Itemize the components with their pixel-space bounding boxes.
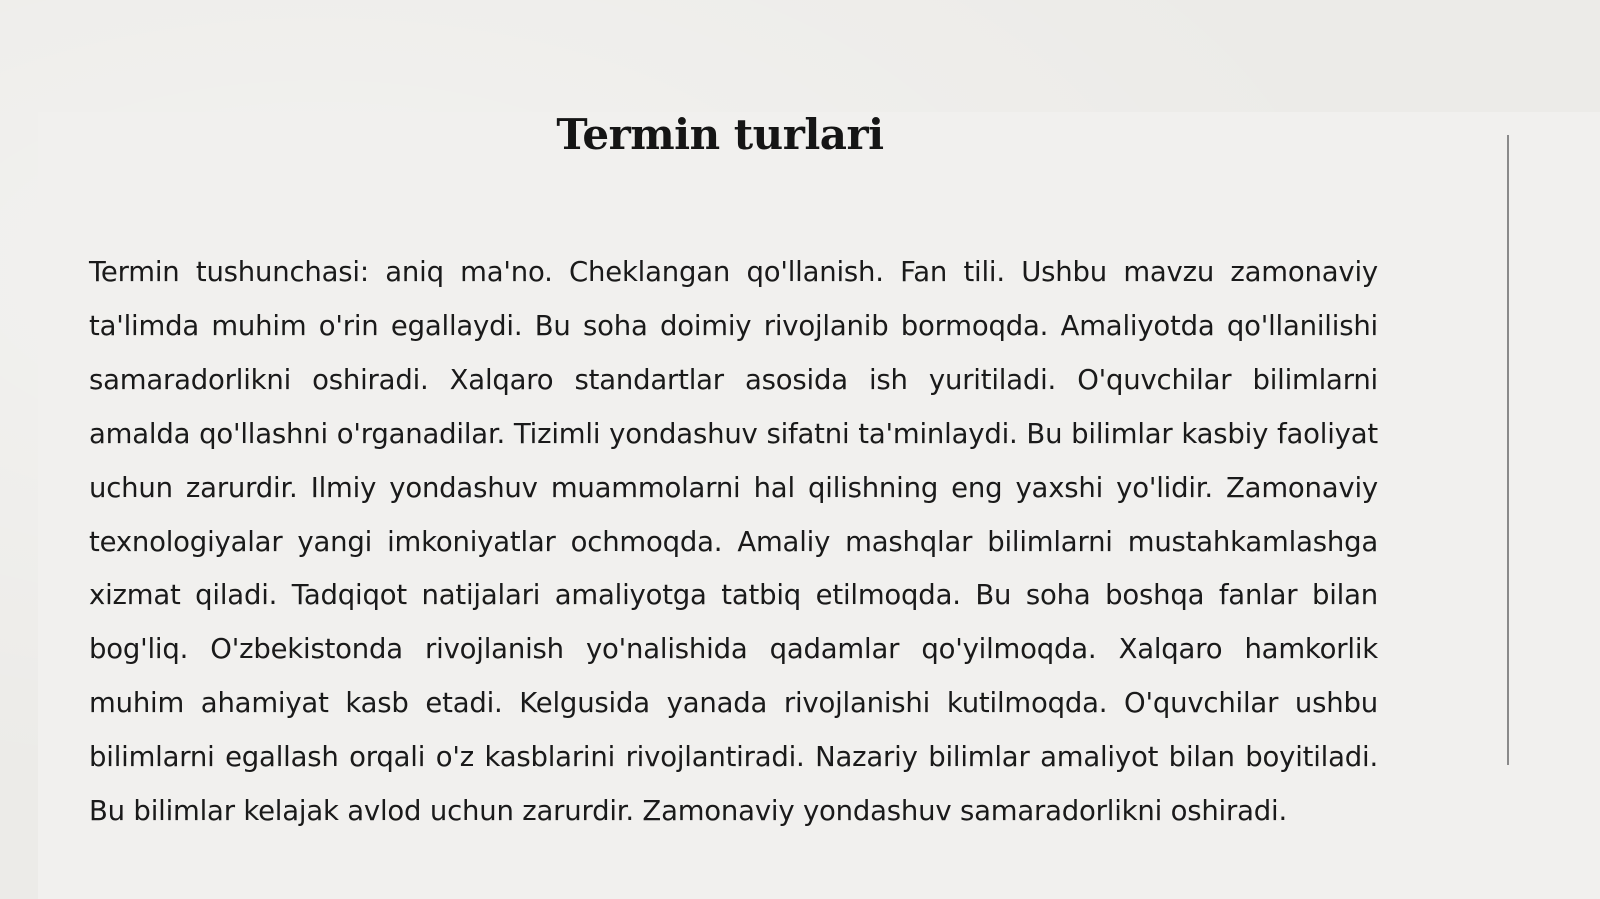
vertical-divider — [1507, 135, 1509, 765]
slide-title: Termin turlari — [556, 110, 884, 159]
slide-body-text: Termin tushunchasi: aniq ma'no. Cheklangan qo'llanish. Fan tili. Ushbu mavzu zamonaviy ta'limda muhim o'rin egallaydi. Bu soha doimiy rivojlanib bormoqda. Amaliyotda qo'llanilishi samaradorlikni oshiradi. Xalqaro standartlar asosida ish yuritiladi. O'quvchilar bilimlarni amalda qo'llashni o'rganadilar. Tizimli yondashuv sifatni ta'minlaydi. Bu bilimlar kasbiy faoliyat uchun zarurdir. Ilmiy yondashuv muammolarni hal qilishning eng yaxshi yo'lidir. Zamonaviy texnologiyalar yangi imkoniyatlar ochmoqda. Amaliy mashqlar bilimlarni mustahkamlashga xizmat qiladi. Tadqiqot natijalari amaliyotga tatbiq etilmoqda. Bu soha boshqa fanlar bilan bog'liq. O'zbekistonda rivojlanish yo'nalishida qadamlar qo'yilmoqda. Xalqaro hamkorlik muhim ahamiyat kasb etadi. Kelgusida yanada rivojlanishi kutilmoqda. O'quvchilar ushbu bilimlarni egallash orqali o'z kasblarini rivojlantiradi. Nazariy bilimlar amaliyot bilan boyitiladi. Bu bilimlar kelajak avlod uchun zarurdir. Zamonaviy yondashuv samaradorlikni oshiradi. — [89, 256, 1378, 828]
